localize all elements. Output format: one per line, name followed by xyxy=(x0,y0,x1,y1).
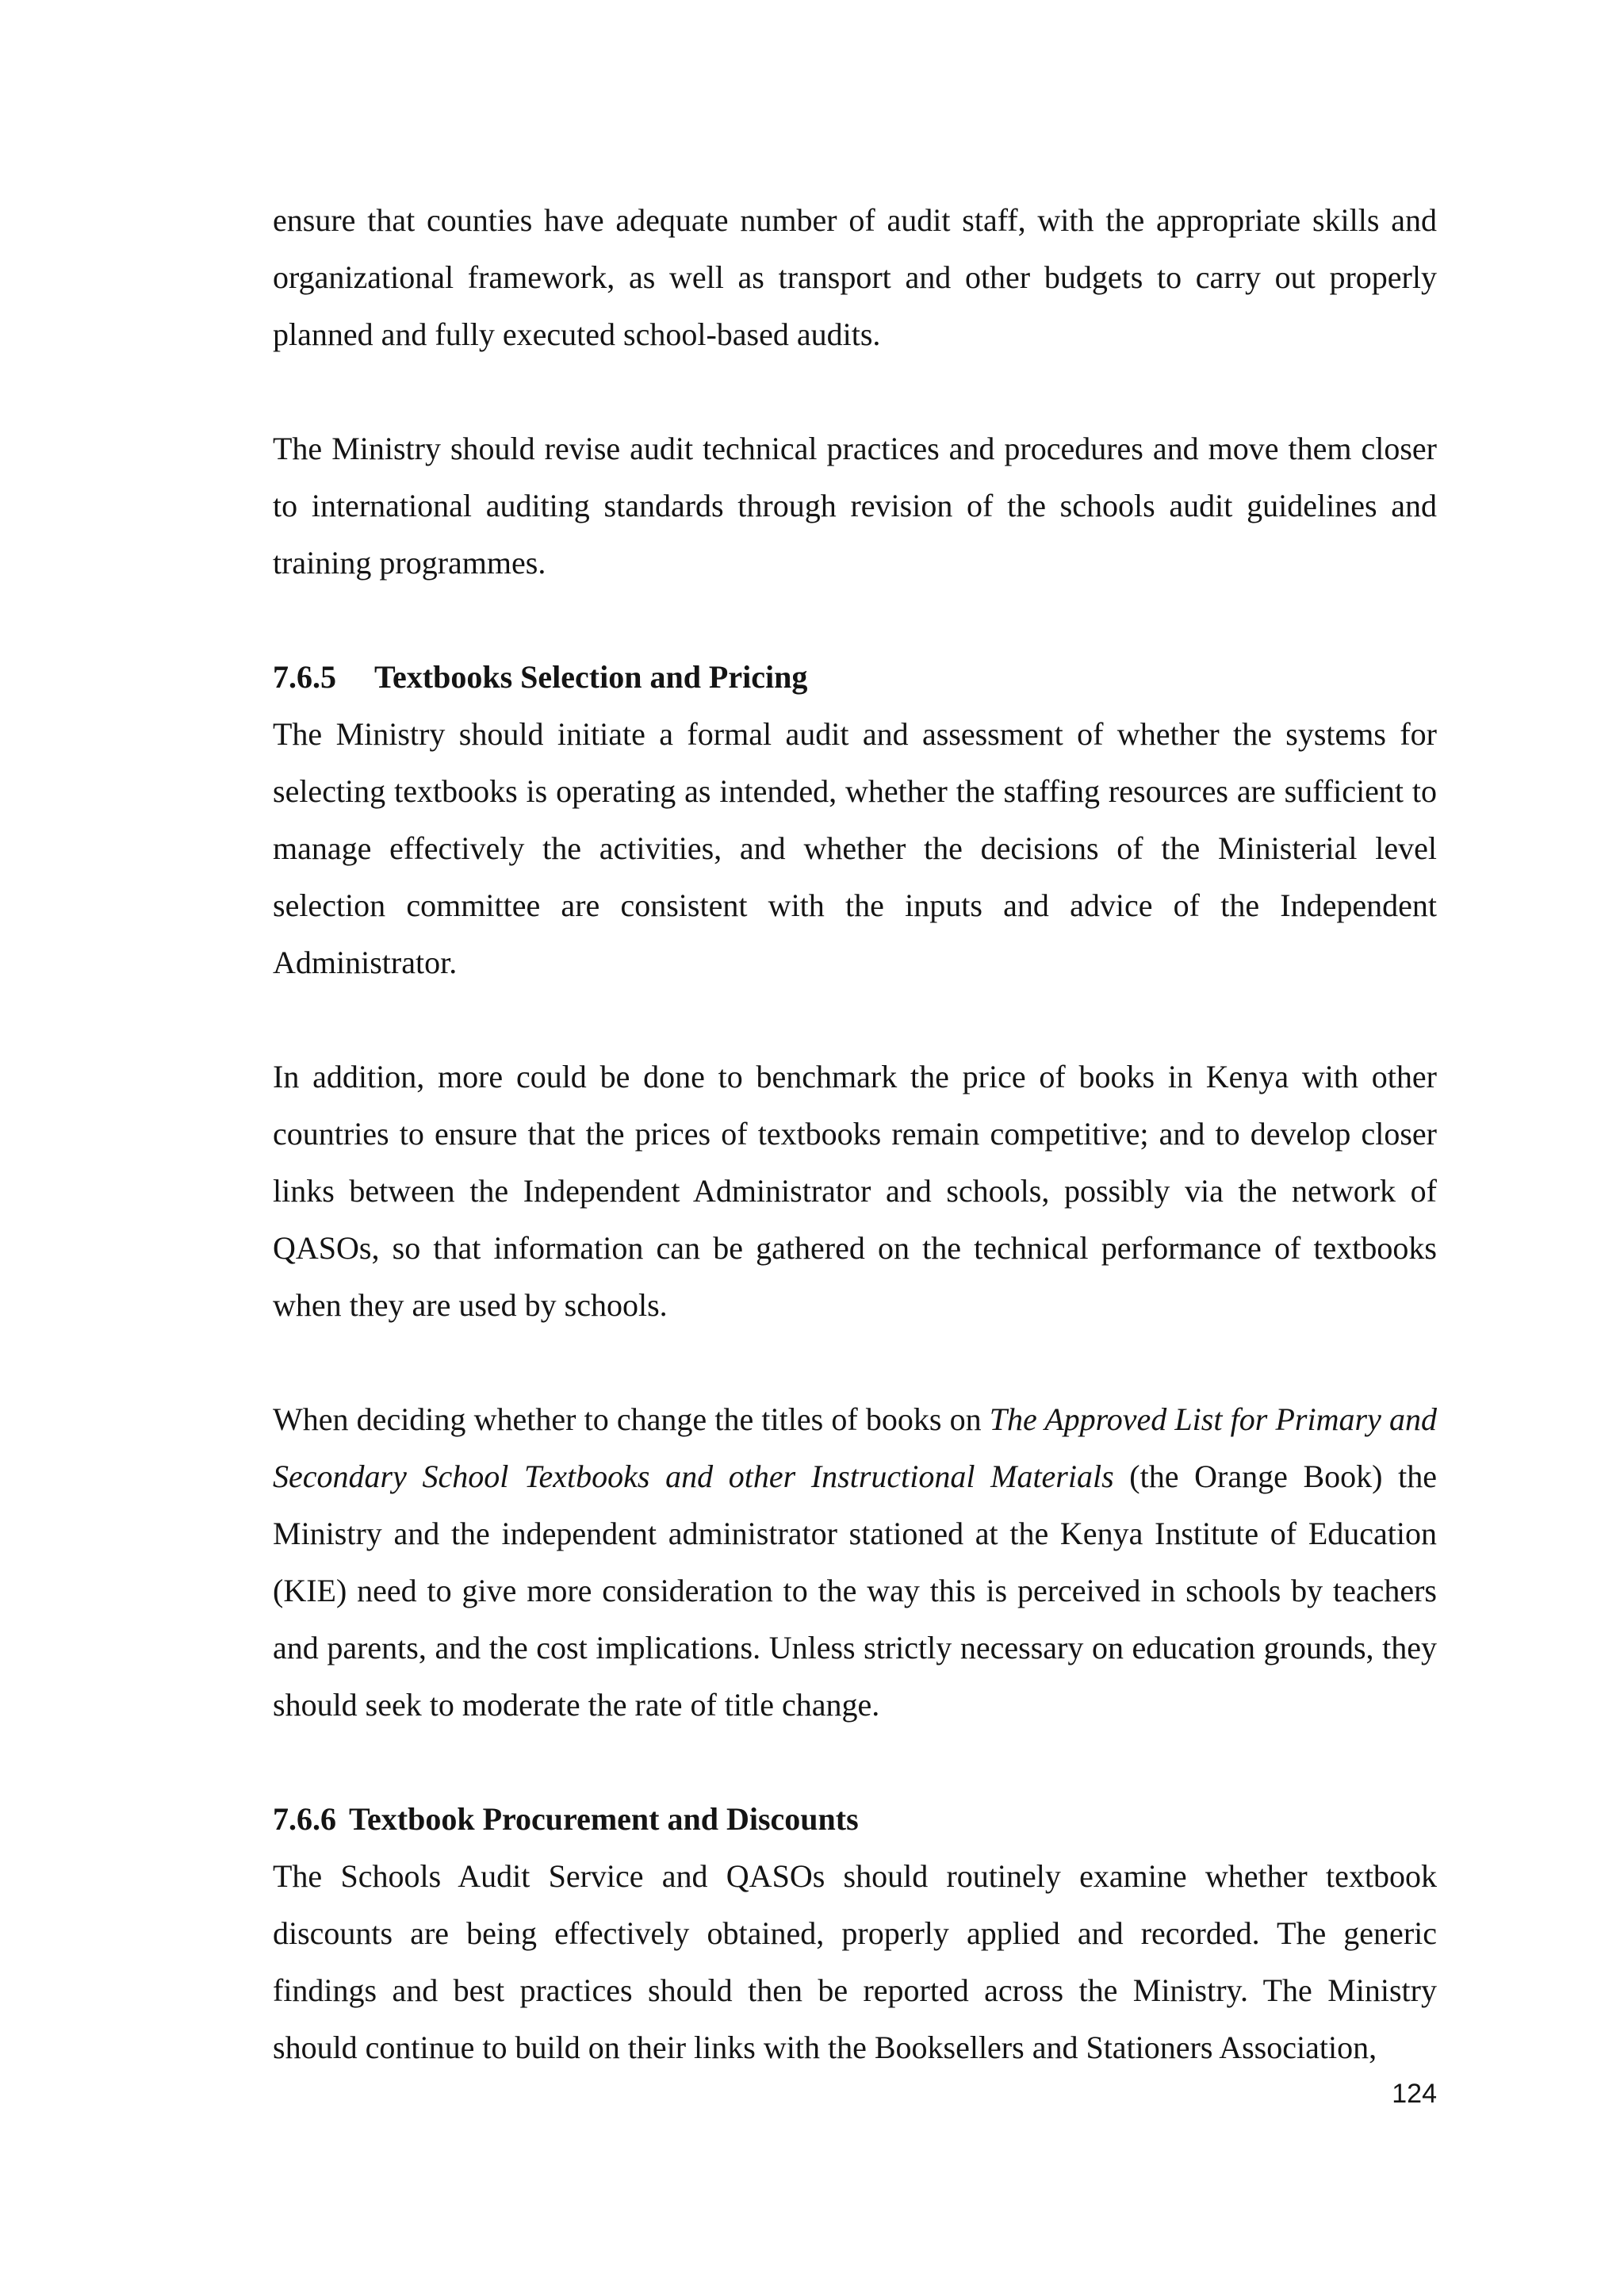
page-body xyxy=(273,192,1437,2076)
paragraph-audit-practices: The Ministry should revise audit technical practices and procedures and move them closer to international auditing standards through revision of the schools audit guidelines and training programmes. xyxy=(273,431,1437,581)
section-title: Textbooks Selection and Pricing xyxy=(374,659,808,695)
section-heading-7-6-5 xyxy=(273,649,1437,706)
page-number: 124 xyxy=(1392,2079,1437,2109)
paragraph-title-change xyxy=(273,1391,1437,1734)
section-title: Textbook Procurement and Discounts xyxy=(349,1801,859,1837)
section-number: 7.6.6 xyxy=(273,1801,336,1837)
section-heading-7-6-6 xyxy=(273,1791,1437,1848)
paragraph-procurement-discounts: The Schools Audit Service and QASOs should routinely examine whether textbook discounts are being effectively obtained, properly applied and recorded. The generic findings and best practices should then be reported across the Ministry. The Ministry should continue to build on their links with the Booksellers and Stationers Association, xyxy=(273,1858,1437,2065)
book-title-italic: The Approved List for Primary and Secondary School Textbooks and other Instructional Materials xyxy=(273,1401,1437,1494)
paragraph-benchmark-prices: In addition, more could be done to benchmark the price of books in Kenya with other countries to ensure that the prices of textbooks remain competitive; and to develop closer links between the Independent Administrator and schools, possibly via the network of QASOs, so that information can be gathered on the technical performance of textbooks when they are used by schools. xyxy=(273,1059,1437,1323)
paragraph-text: (the Orange Book) the Ministry and the independent administrator stationed at the Kenya Institute of Education (KIE) need to give more consideration to the way this is perceived in schools by teachers and parents, and the cost implications. Unless strictly necessary on education grounds, they should seek to moderate the rate of title change. xyxy=(273,1458,1437,1723)
section-number: 7.6.5 xyxy=(273,659,336,695)
paragraph-text: When deciding whether to change the titles of books on xyxy=(273,1401,990,1437)
paragraph-textbook-selection: The Ministry should initiate a formal audit and assessment of whether the systems for selecting textbooks is operating as intended, whether the staffing resources are sufficient to manage effectively the activities, and whether the decisions of the Ministerial level selection committee are consistent with the inputs and advice of the Independent Administrator. xyxy=(273,716,1437,980)
paragraph-audit-staff: ensure that counties have adequate number of audit staff, with the appropriate skills and organizational framework, as well as transport and other budgets to carry out properly planned and fully executed school-based audits. xyxy=(273,202,1437,352)
